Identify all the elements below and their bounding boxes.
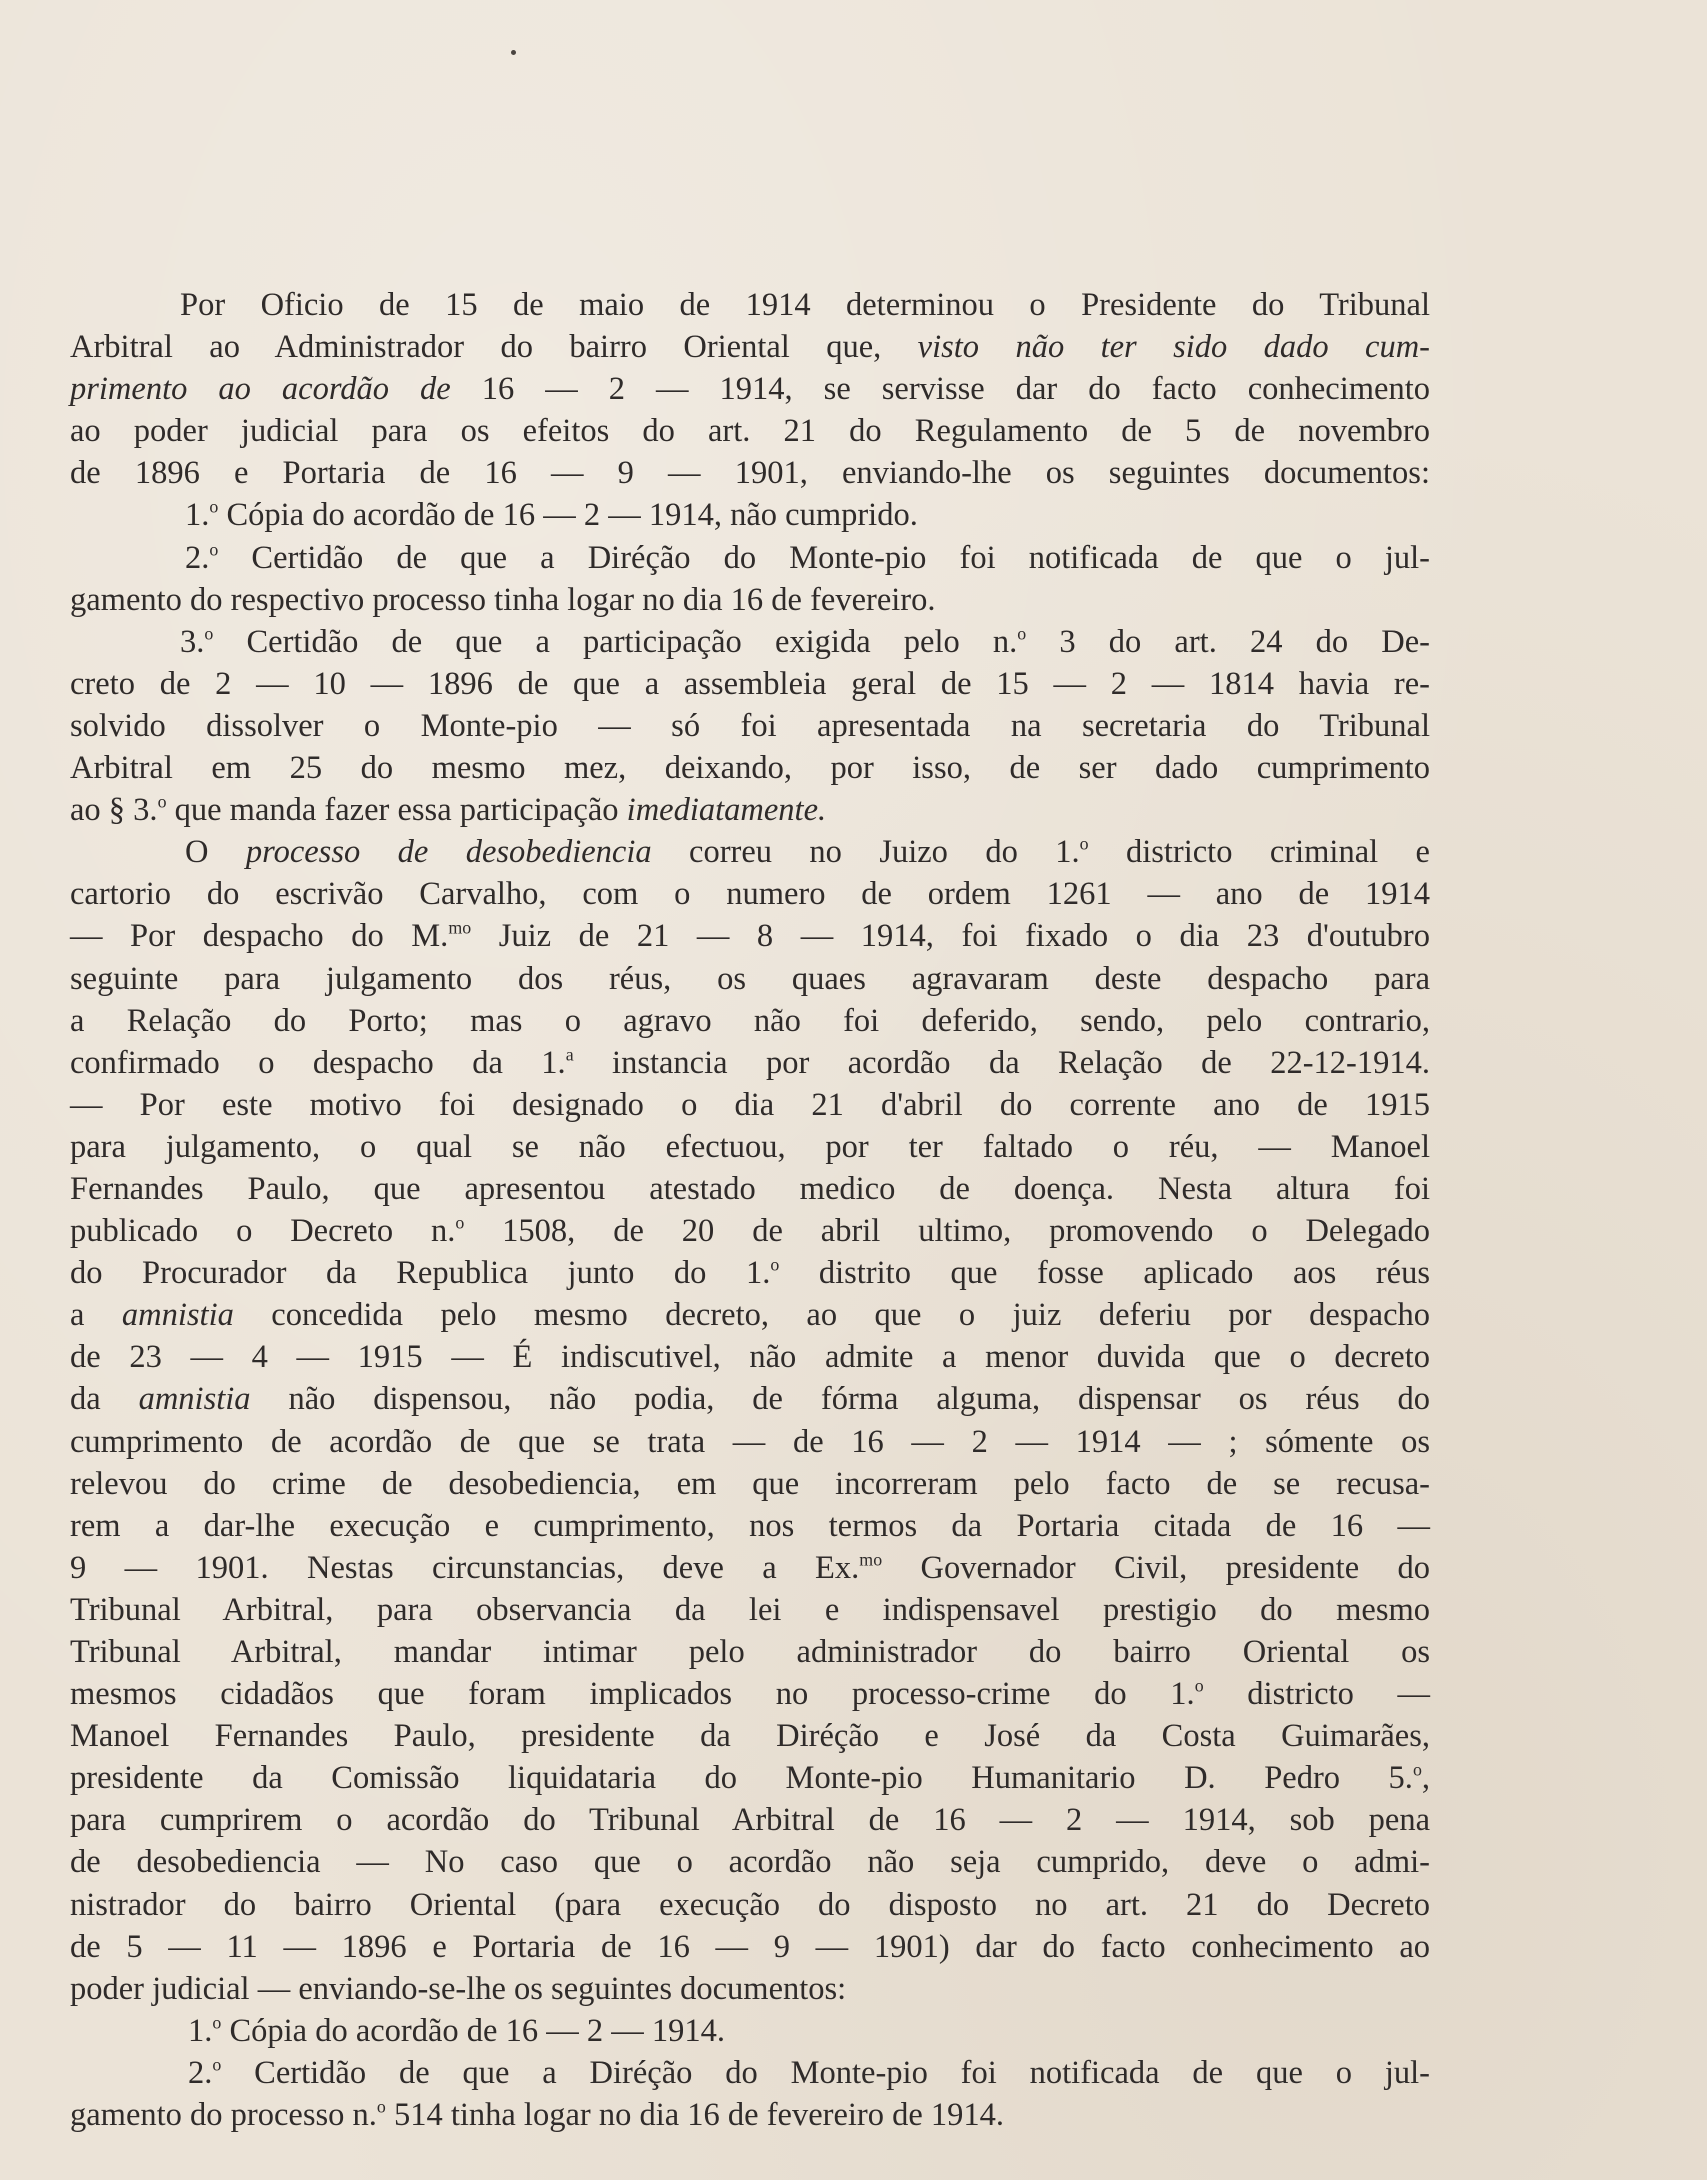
- text-span: ao poder judicial para os efeitos do art. 21 do Regulamento de 5 de novembro: [70, 413, 1430, 450]
- text-span: solvido dissolver o Monte-pio — só foi apresentada na secretaria do Tribunal: [70, 707, 1430, 744]
- text-line: [70, 537, 1430, 579]
- text-span: Cópia do acordão de 16 — 2 — 1914, não cumprido.: [218, 497, 918, 534]
- superscript: o: [376, 2096, 386, 2117]
- text-line: [70, 1000, 1430, 1042]
- text-line: [70, 2052, 1430, 2094]
- text-line: [70, 1421, 1430, 1463]
- text-line: [70, 958, 1430, 1000]
- text-line: [70, 1757, 1430, 1799]
- text-line: [70, 1042, 1430, 1084]
- text-line: [70, 621, 1430, 663]
- text-span: 16 — 2 — 1914, se servisse dar do facto conhecimento: [450, 371, 1430, 408]
- text-span: — Por este motivo foi designado o dia 21 d'abril do corrente ano de 1915: [70, 1086, 1430, 1123]
- text-span: cartorio do escrivão Carvalho, com o numero de ordem 1261 — ano de 1914: [70, 876, 1430, 913]
- text-line: [70, 1294, 1430, 1336]
- text-line: [70, 1799, 1430, 1841]
- text-line: [70, 1926, 1430, 1968]
- italic-text: processo de desobediencia: [245, 834, 652, 871]
- text-span: a: [70, 1297, 122, 1334]
- text-span: para cumprirem o acordão do Tribunal Arbitral de 16 — 2 — 1914, sob pena: [70, 1802, 1430, 1839]
- italic-text: primento ao acordão de: [70, 371, 451, 408]
- text-line: [70, 1126, 1430, 1168]
- text-span: de 1896 e Portaria de 16 — 9 — 1901, enviando-lhe os seguintes documentos:: [70, 455, 1430, 492]
- text-span: creto de 2 — 10 — 1896 de que a assembleia geral de 15 — 2 — 1814 havia re-: [70, 665, 1430, 702]
- text-span: districto —: [1203, 1676, 1430, 1713]
- text-span: ao § 3.: [70, 792, 158, 829]
- text-span: Tribunal Arbitral, mandar intimar pelo administrador do bairro Oriental os: [70, 1634, 1430, 1670]
- text-span: da: [70, 1381, 139, 1418]
- text-span: do Procurador da Republica junto do 1.: [70, 1255, 771, 1292]
- text-line: [70, 2094, 1430, 2136]
- text-span: confirmado o despacho da 1.: [70, 1044, 566, 1081]
- superscript: o: [157, 791, 167, 812]
- text-line: [70, 326, 1430, 368]
- text-line: [70, 1968, 1430, 2010]
- text-line: [70, 368, 1430, 410]
- superscript: o: [1194, 1675, 1204, 1696]
- text-span: 1508, de 20 de abril ultimo, promovendo o Delegado: [464, 1213, 1430, 1250]
- text-line: [70, 579, 1430, 621]
- text-span: 1.: [188, 2012, 213, 2049]
- text-line: [70, 831, 1430, 873]
- text-line: [70, 1631, 1430, 1673]
- text-span: de 23 — 4 — 1915 — É indiscutivel, não admite a menor duvida que o decreto: [70, 1339, 1430, 1376]
- text-span: de 5 — 11 — 1896 e Portaria de 16 — 9 — 1901) dar do facto conhecimento ao: [70, 1928, 1430, 1965]
- text-span: Tribunal Arbitral, para observancia da lei e indispensavel prestigio do mesmo: [70, 1591, 1430, 1628]
- superscript: o: [1079, 833, 1089, 854]
- italic-text: amnistia: [138, 1381, 251, 1418]
- text-span: poder judicial — enviando-se-lhe os seguintes documentos:: [70, 1970, 847, 2007]
- text-span: 2.: [185, 539, 210, 576]
- text-span: 3.: [180, 623, 205, 660]
- text-line: [70, 789, 1430, 831]
- text-span: Certidão de que a Diréção do Monte-pio foi notificada de que o jul-: [221, 2054, 1430, 2091]
- text-span: O: [185, 834, 246, 871]
- superscript: o: [212, 2054, 222, 2075]
- text-span: presidente da Comissão liquidataria do Monte-pio Humanitario D. Pedro 5.: [70, 1760, 1413, 1797]
- text-line: [70, 1589, 1430, 1631]
- superscript: o: [212, 2012, 222, 2033]
- text-span: Manoel Fernandes Paulo, presidente da Diréção e José da Costa Guimarães,: [70, 1718, 1430, 1755]
- text-span: gamento do respectivo processo tinha logar no dia 16 de fevereiro.: [70, 581, 936, 618]
- text-span: 3 do art. 24 do De-: [1026, 623, 1430, 660]
- text-line: [70, 915, 1430, 957]
- text-line: [70, 1505, 1430, 1547]
- text-span: 514 tinha logar no dia 16 de fevereiro de 1914.: [385, 2097, 1005, 2134]
- text-line: [70, 1715, 1430, 1757]
- superscript: o: [455, 1212, 465, 1233]
- text-line: [70, 705, 1430, 747]
- superscript: mo: [859, 1549, 883, 1570]
- text-span: nistrador do bairro Oriental (para execução do disposto no art. 21 do Decreto: [70, 1886, 1430, 1923]
- text-span: seguinte para julgamento dos réus, os quaes agravaram deste despacho para: [70, 960, 1430, 997]
- text-span: Arbitral ao Administrador do bairro Oriental que,: [70, 329, 918, 366]
- text-span: districto criminal e: [1088, 834, 1430, 871]
- document-body: [70, 284, 1430, 2136]
- text-span: concedida pelo mesmo decreto, ao que o juiz deferiu por despacho: [233, 1297, 1430, 1334]
- text-span: correu no Juizo do 1.: [651, 834, 1080, 871]
- superscript: o: [204, 623, 214, 644]
- text-span: relevou do crime de desobediencia, em que incorreram pelo facto de se recusa-: [70, 1465, 1430, 1502]
- text-line: [70, 1168, 1430, 1210]
- text-span: rem a dar-lhe execução e cumprimento, nos termos da Portaria citada de 16 —: [70, 1507, 1430, 1544]
- text-line: [70, 663, 1430, 705]
- text-span: para julgamento, o qual se não efectuou, por ter faltado o réu, — Manoel: [70, 1128, 1430, 1165]
- text-line: [70, 2010, 1430, 2052]
- text-span: Por Oficio de 15 de maio de 1914 determinou o Presidente do Tribunal: [180, 287, 1430, 323]
- text-span: gamento do processo n.: [70, 2097, 377, 2134]
- italic-text: amnistia: [121, 1297, 234, 1334]
- text-line: [70, 1336, 1430, 1378]
- superscript: o: [209, 539, 219, 560]
- text-span: publicado o Decreto n.: [70, 1213, 456, 1250]
- text-span: Juiz de 21 — 8 — 1914, foi fixado o dia 23 d'outubro: [471, 918, 1431, 955]
- text-line: [70, 1210, 1430, 1252]
- text-span: instancia por acordão da Relação de 22-12-1914.: [573, 1044, 1430, 1081]
- text-line: [70, 1547, 1430, 1589]
- text-span: 1.: [185, 497, 210, 534]
- text-span: de desobediencia — No caso que o acordão não seja cumprido, deve o admi-: [70, 1844, 1430, 1881]
- italic-text: imediatamente.: [626, 792, 827, 829]
- text-span: 9 — 1901. Nestas circunstancias, deve a Ex.: [70, 1549, 860, 1586]
- text-line: [70, 1841, 1430, 1883]
- text-line: [70, 873, 1430, 915]
- superscript: a: [565, 1044, 574, 1065]
- superscript: mo: [448, 917, 472, 938]
- text-line: [70, 452, 1430, 494]
- text-line: [70, 1252, 1430, 1294]
- superscript: o: [1017, 623, 1027, 644]
- text-span: 2.: [188, 2054, 213, 2091]
- text-line: [70, 1084, 1430, 1126]
- text-span: Certidão de que a Diréção do Monte-pio foi notificada de que o jul-: [218, 539, 1430, 576]
- text-span: ,: [1421, 1760, 1430, 1797]
- text-line: [70, 1463, 1430, 1505]
- text-line: [70, 1673, 1430, 1715]
- text-line: [70, 284, 1430, 326]
- ink-speck: [511, 50, 516, 55]
- text-span: cumprimento de acordão de que se trata — de 16 — 2 — 1914 — ; sómente os: [70, 1423, 1430, 1460]
- text-span: Arbitral em 25 do mesmo mez, deixando, por isso, de ser dado cumprimento: [70, 750, 1430, 787]
- text-span: Governador Civil, presidente do: [882, 1549, 1430, 1586]
- text-line: [70, 747, 1430, 789]
- text-line: [70, 494, 1430, 536]
- text-span: mesmos cidadãos que foram implicados no processo-crime do 1.: [70, 1676, 1195, 1713]
- text-line: [70, 1378, 1430, 1420]
- text-span: — Por despacho do M.: [70, 918, 449, 955]
- text-line: [70, 1884, 1430, 1926]
- text-span: distrito que fosse aplicado aos réus: [779, 1255, 1431, 1292]
- superscript: o: [1412, 1759, 1422, 1780]
- superscript: o: [770, 1254, 780, 1275]
- italic-text: visto não ter sido dado cum-: [917, 329, 1430, 366]
- text-span: que manda fazer essa participação: [166, 792, 627, 829]
- text-span: a Relação do Porto; mas o agravo não foi deferido, sendo, pelo contrario,: [70, 1002, 1430, 1039]
- text-span: não dispensou, não podia, de fórma alguma, dispensar os réus do: [250, 1381, 1430, 1418]
- text-line: [70, 410, 1430, 452]
- superscript: o: [209, 496, 219, 517]
- text-span: Fernandes Paulo, que apresentou atestado medico de doença. Nesta altura foi: [70, 1170, 1430, 1207]
- text-span: Cópia do acordão de 16 — 2 — 1914.: [221, 2012, 725, 2049]
- text-span: Certidão de que a participação exigida pelo n.: [213, 623, 1018, 660]
